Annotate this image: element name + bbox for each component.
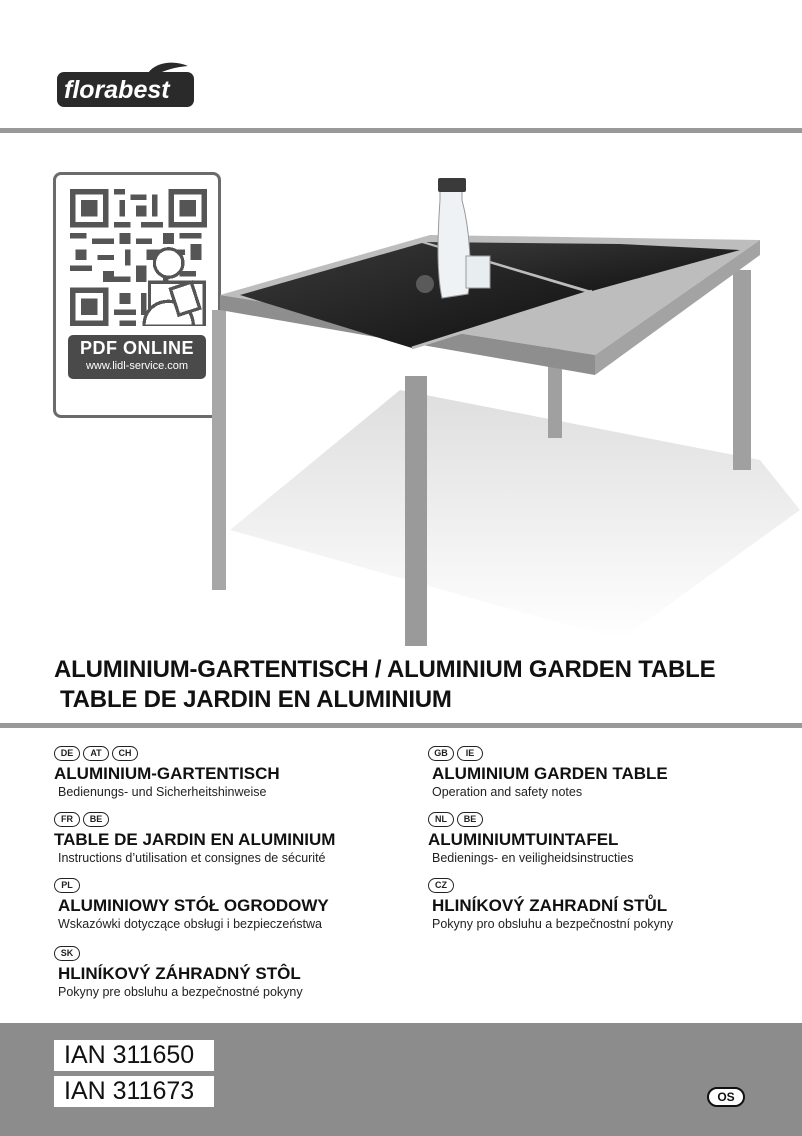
os-code-badge: OS: [707, 1087, 745, 1107]
language-subtitle: Instructions d’utilisation et consignes de sécurité: [58, 851, 326, 865]
ian-number-2: IAN 311673: [54, 1076, 214, 1107]
main-title-line-1: ALUMINIUM-GARTENTISCH / ALUMINIUM GARDEN TABLE: [54, 656, 716, 683]
country-badge-gb: GB: [428, 746, 454, 761]
language-title: ALUMINIUMTUINTAFEL: [428, 830, 619, 849]
ian-number-1: IAN 311650: [54, 1040, 214, 1071]
language-section-cz: [428, 878, 673, 931]
language-subtitle: Pokyny pro obsluhu a bezpečnostní pokyny: [432, 917, 674, 931]
garden-table-image: [200, 170, 800, 650]
country-badge-ch: CH: [112, 746, 138, 761]
language-subtitle: Operation and safety notes: [432, 785, 583, 799]
language-title: ALUMINIOWY STÓŁ OGRODOWY: [58, 896, 329, 915]
language-section-pl: [54, 878, 329, 931]
country-badge-nl: NL: [428, 812, 454, 827]
main-title-line-2: TABLE DE JARDIN EN ALUMINIUM: [60, 686, 452, 713]
pdf-online-badge[interactable]: [68, 335, 206, 379]
qr-panel[interactable]: [53, 172, 221, 418]
language-subtitle: Bedienungs- und Sicherheitshinweise: [58, 785, 267, 799]
language-title: HLINÍKOVÝ ZAHRADNÍ STŮL: [432, 896, 668, 915]
language-section-gb: [428, 746, 668, 799]
brand-name: florabest: [64, 76, 170, 104]
language-title: ALUMINIUM-GARTENTISCH: [54, 764, 280, 783]
country-badge-de: DE: [54, 746, 80, 761]
florabest-logo: [56, 62, 196, 108]
language-section-nl: [428, 812, 634, 865]
country-badge-sk: SK: [54, 946, 80, 961]
qr-code-icon: [70, 189, 207, 326]
language-title: TABLE DE JARDIN EN ALUMINIUM: [54, 830, 336, 849]
language-title: HLINÍKOVÝ ZÁHRADNÝ STÔL: [58, 964, 301, 983]
language-subtitle: Pokyny pre obsluhu a bezpečnostné pokyny: [58, 985, 303, 999]
language-section-de: [54, 746, 280, 799]
header-divider: [0, 128, 802, 133]
country-badge-fr: FR: [54, 812, 80, 827]
language-section-sk: [54, 946, 303, 999]
pdf-online-url: www.lidl-service.com: [85, 360, 189, 372]
language-subtitle: Bedienings- en veiligheidsinstructies: [432, 851, 634, 865]
country-badge-ie: IE: [457, 746, 483, 761]
language-section-fr: [54, 812, 335, 865]
pdf-online-title: PDF ONLINE: [79, 338, 194, 358]
language-subtitle: Wskazówki dotyczące obsługi i bezpieczeństwa: [58, 917, 323, 931]
country-badge-pl: PL: [54, 878, 80, 893]
section-divider: [0, 723, 802, 728]
country-badge-be: BE: [457, 812, 483, 827]
country-badge-at: AT: [83, 746, 109, 761]
language-title: ALUMINIUM GARDEN TABLE: [432, 764, 668, 783]
country-badge-be: BE: [83, 812, 109, 827]
country-badge-cz: CZ: [428, 878, 454, 893]
